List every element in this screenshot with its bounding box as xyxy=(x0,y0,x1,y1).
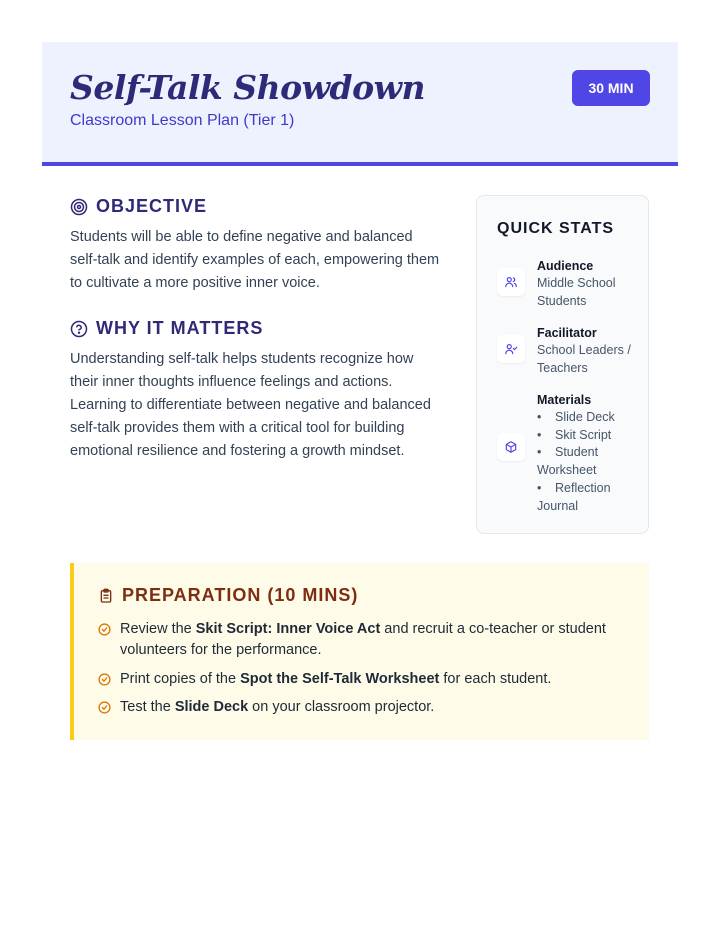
prep-item-text: Test the xyxy=(120,699,175,715)
check-circle-icon xyxy=(98,673,111,686)
check-circle-icon xyxy=(98,623,111,636)
page-subtitle: Classroom Lesson Plan (Tier 1) xyxy=(70,112,295,129)
why-text: Understanding self-talk helps students recognize how their inner thoughts influence feelings and actions. Learning to differentiate between negative and balanced self-talk provides them with a critical tool for building emotional resilience and fostering a growth mindset. xyxy=(70,351,431,459)
prep-item-text: Print copies of the xyxy=(120,671,241,687)
users-icon xyxy=(497,268,525,296)
prep-item-bold: Slide Deck xyxy=(174,699,249,715)
list-item: • Reflection Journal xyxy=(537,480,642,515)
list-item: • Student Worksheet xyxy=(537,444,642,479)
stat-audience-value: Middle School Students xyxy=(537,276,616,308)
list-item: • Slide Deck xyxy=(537,409,642,427)
list-item: • Skit Script xyxy=(537,427,642,445)
prep-item-text: on your classroom projector. xyxy=(248,699,435,715)
prep-item-text: for each student. xyxy=(439,671,552,687)
stat-audience-label: Audience xyxy=(537,259,594,273)
materials-list xyxy=(537,409,642,515)
stat-facilitator-value: School Leaders / Teachers xyxy=(537,343,631,375)
prep-item xyxy=(98,669,628,690)
prep-item-bold: Skit Script: Inner Voice Act xyxy=(195,621,381,637)
target-icon xyxy=(70,198,88,216)
user-check-icon xyxy=(497,335,525,363)
prep-item-text: and recruit a co-teacher or student volunteers for the performance. xyxy=(120,621,606,658)
why-heading-text: WHY IT MATTERS xyxy=(96,318,264,338)
why-heading xyxy=(70,318,263,339)
preparation-heading-text: PREPARATION (10 MINS) xyxy=(122,585,359,605)
objective-heading xyxy=(70,196,207,217)
clipboard-icon xyxy=(98,588,114,604)
stat-materials-label: Materials xyxy=(537,393,592,407)
page-title: Self-Talk Showdown xyxy=(70,68,426,107)
duration-badge: 30 MIN xyxy=(572,70,650,106)
question-circle-icon xyxy=(70,320,88,338)
preparation-panel xyxy=(70,563,649,740)
quick-stats-card xyxy=(476,195,649,534)
stat-facilitator-label: Facilitator xyxy=(537,326,597,340)
prep-item-bold: Spot the Self-Talk Worksheet xyxy=(240,671,440,687)
preparation-heading xyxy=(98,585,358,606)
prep-item xyxy=(98,619,628,661)
lesson-header xyxy=(42,42,678,166)
prep-item-text: Review the xyxy=(120,621,196,637)
prep-item xyxy=(98,697,628,718)
box-icon xyxy=(497,433,525,461)
objective-text: Students will be able to define negative and balanced self-talk and identify examples of each, empowering them to cultivate a more positive inner voice. xyxy=(70,229,440,291)
check-circle-icon xyxy=(98,701,111,714)
quick-stats-title: QUICK STATS xyxy=(497,220,615,237)
objective-heading-text: OBJECTIVE xyxy=(96,196,208,216)
